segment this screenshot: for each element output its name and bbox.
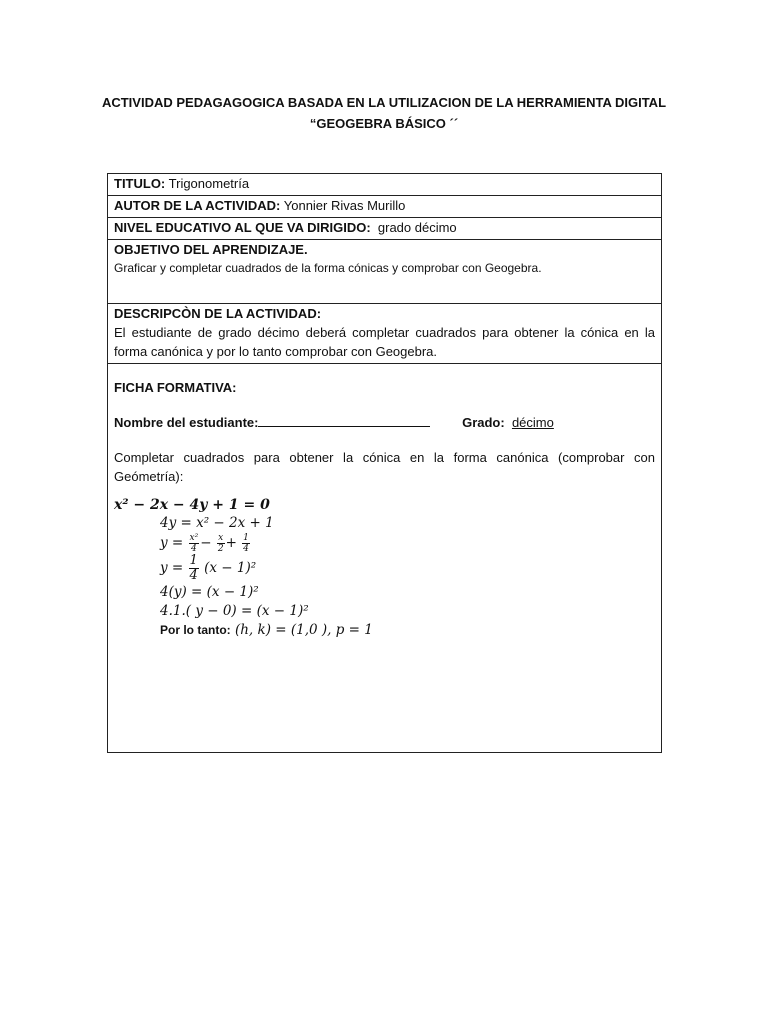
main-equation: x² − 2x − 4y + 1 = 0 [114,497,270,513]
frac-num: x² [189,533,199,543]
objetivo-value: Graficar y completar cuadrados de la forma cónicas y comprobar con Geogebra. [114,261,542,275]
row-objetivo [108,240,662,304]
step-4: 4(y) = (x − 1)² [160,584,259,600]
row-nivel [108,218,662,240]
ficha-title: FICHA FORMATIVA: [114,380,237,395]
step-2-fraction-2 [217,533,225,554]
step-2-lhs: y = [160,535,184,551]
step-6 [160,621,655,640]
step-3 [160,554,655,583]
conclusion-label: Por lo tanto: [160,623,231,637]
conclusion-math: (h, k) = (1,0 ), p = 1 [234,622,373,638]
step-2-op-2: + [225,535,237,551]
grado-label: Grado: [462,415,505,430]
step-3-rhs: (x − 1)² [204,560,257,576]
frac-den: 2 [217,544,224,554]
titulo-label: TITULO: [114,176,166,191]
step-2 [160,533,655,554]
descripcion-value: El estudiante de grado décimo deberá completar cuadrados para obtener la cónica en la forma canónica y por lo tanto comprobar con Geogebra. [114,325,655,359]
row-descripcion [108,304,662,364]
header-line-1: ACTIVIDAD PEDAGAGOGICA BASADA EN LA UTILIZACION DE LA HERRAMIENTA DIGITAL [101,95,667,110]
autor-label: AUTOR DE LA ACTIVIDAD: [114,198,281,213]
descripcion-label: DESCRIPCÒN DE LA ACTIVIDAD: [114,306,322,321]
nivel-label: NIVEL EDUCATIVO AL QUE VA DIRIGIDO: [114,220,371,235]
activity-form-table [107,173,662,753]
titulo-value: Trigonometría [168,176,250,191]
autor-value: Yonnier Rivas Murillo [283,198,406,213]
frac-num: 1 [189,553,198,568]
frac-num: x [218,533,224,543]
row-ficha-formativa [108,364,662,753]
student-name-label: Nombre del estudiante: [114,415,259,430]
document-header [0,92,768,134]
step-1: 4y = x² − 2x + 1 [160,515,274,531]
step-5: 4.1.( y − 0) = (x − 1)² [160,603,309,619]
objetivo-label: OBJETIVO DEL APRENDIZAJE. [114,242,308,257]
step-2-fraction-3 [242,533,250,554]
step-2-op-1: − [200,535,212,551]
grado-value: décimo [511,415,554,430]
student-name-field[interactable] [258,413,430,427]
solution-steps [114,514,655,640]
header-line-2: “GEOGEBRA BÁSICO ´´ [309,116,459,131]
frac-den: 4 [191,544,197,554]
step-3-lhs: y = [160,560,184,576]
row-titulo [108,174,662,196]
step-3-fraction [189,554,199,583]
frac-num: 1 [243,533,249,543]
instruction-text: Completar cuadrados para obtener la cónica en la forma canónica (comprobar con Geómetría): [114,450,655,484]
student-line [114,413,655,432]
step-2-fraction-1 [189,533,200,554]
nivel-value: grado décimo [377,220,457,235]
frac-den: 4 [189,568,198,583]
row-autor [108,196,662,218]
frac-den: 4 [243,544,249,554]
